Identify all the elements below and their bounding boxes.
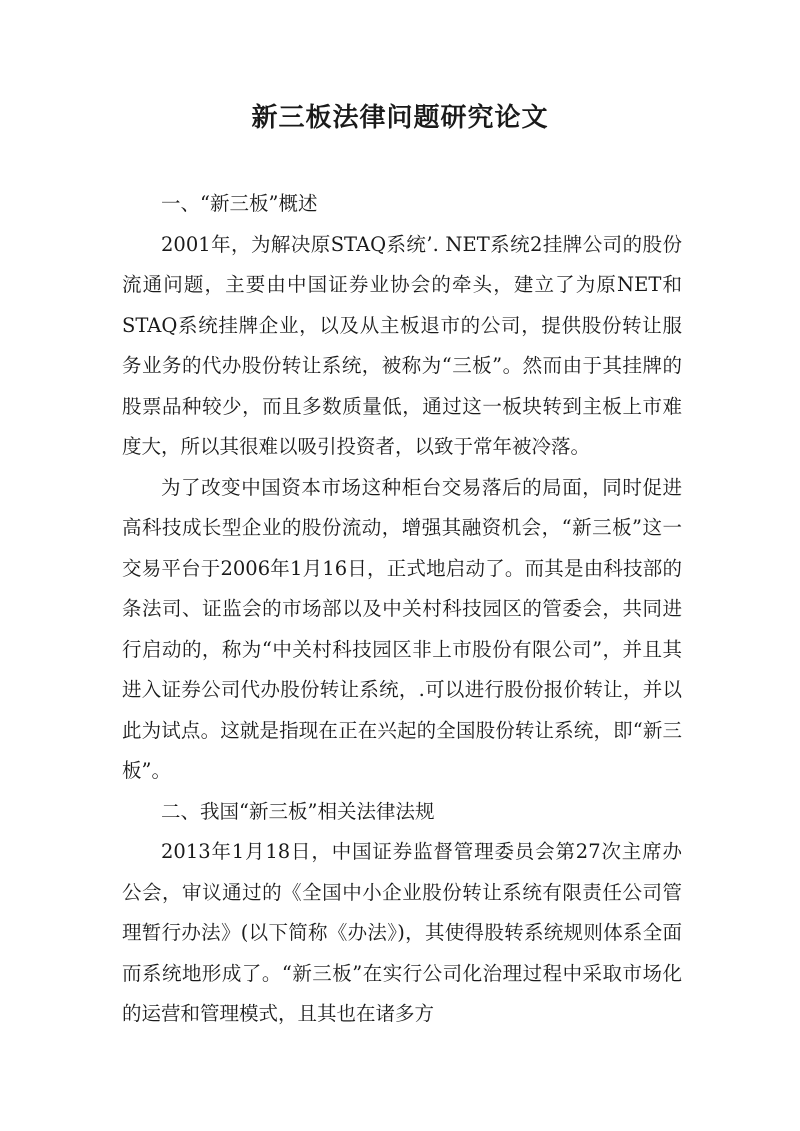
paragraph-2: 为了改变中国资本市场这种柜台交易落后的局面，同时促进高科技成长型企业的股份流动，增强其融资机会，“新三板”这一交易平台于2006年1月16日，正式地启动了。而其是由科技部的条法司、证监会的市场部以及中关村科技园区的管委会，共同进行启动的，称为“中关村科技园区非上市股份有限公司”，并且其进入证券公司代办股份转让系统，.可以进行股份报价转让，并以此为试点。这就是指现在正在兴起的全国股份转让系统，即“新三板”。 (122, 475, 682, 782)
document-title: 新三板法律问题研究论文 (251, 103, 549, 133)
document-body (122, 184, 682, 1035)
section-heading-1: 一、“新三板”概述 (161, 192, 318, 215)
section-heading-2: 二、我国“新三板”相关法律法规 (161, 799, 435, 823)
paragraph-1: 2001年，为解决原STAQ系统’. NET系统2挂牌公司的股份流通问题，主要由中国证券业协会的牵头，建立了为原NET和STAQ系统挂牌企业，以及从主板退市的公司，提供股份转让服务业务的代办股份转让系统，被称为“三板”。然而由于其挂牌的股票品种较少，而且多数质量低，通过这一板块转到主板上市难度大，所以其很难以吸引投资者，以致于常年被冷落。 (122, 232, 682, 458)
paragraph-3: 2013年1月18日，中国证券监督管理委员会第27次主席办公会，审议通过的《全国中小企业股份转让系统有限责任公司管理暂行办法》(以下简称《办法》)，其使得股转系统规则体系全面而系统地形成了。“新三板”在实行公司化治理过程中采取市场化的运营和管理模式，且其也在诸多方 (122, 840, 682, 1025)
